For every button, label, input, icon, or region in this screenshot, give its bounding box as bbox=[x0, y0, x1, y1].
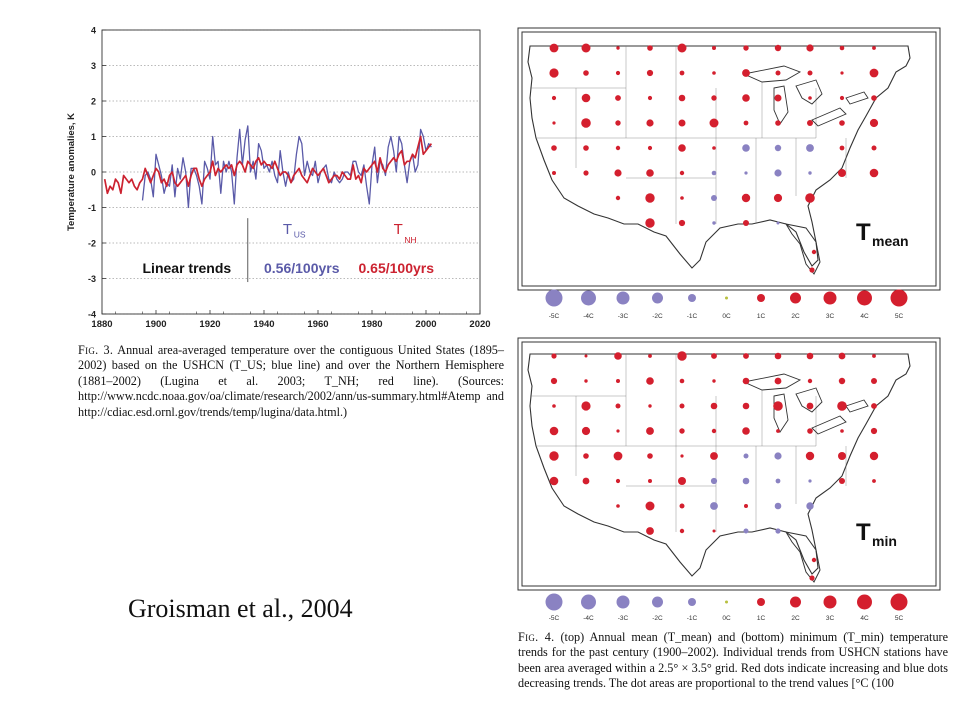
legend-dot-label: 0C bbox=[722, 615, 731, 622]
legend-dot bbox=[652, 293, 663, 304]
trend-dot bbox=[583, 145, 589, 151]
trend-dot bbox=[809, 575, 814, 580]
legend-dot bbox=[857, 291, 872, 306]
trend-dot bbox=[616, 404, 621, 409]
trend-dot bbox=[743, 45, 748, 50]
trend-dot bbox=[870, 452, 878, 460]
trend-dot bbox=[646, 377, 654, 385]
trend-dot bbox=[839, 378, 845, 384]
legend-dot-label: 3C bbox=[825, 615, 835, 622]
legend-dot-label: -4C bbox=[583, 313, 594, 320]
trend-dot bbox=[743, 403, 750, 410]
trend-dot bbox=[775, 45, 781, 51]
trend-dot bbox=[550, 427, 559, 436]
trend-dot bbox=[616, 71, 620, 75]
trend-dot bbox=[807, 428, 813, 434]
trend-dot bbox=[871, 403, 877, 409]
trend-dot bbox=[744, 171, 747, 174]
x-tick-label: 1960 bbox=[307, 319, 329, 330]
trend-dot bbox=[614, 169, 621, 176]
trend-dot bbox=[585, 355, 588, 358]
legend-dot-label: -3C bbox=[617, 615, 629, 622]
map-outer-frame bbox=[518, 28, 940, 290]
legend-dot-label: -1C bbox=[686, 615, 698, 622]
y-tick-label: 2 bbox=[90, 96, 96, 107]
legend-dot bbox=[891, 290, 908, 307]
trend-dot bbox=[776, 429, 780, 433]
trend-dot bbox=[743, 220, 749, 226]
x-tick-label: 1920 bbox=[199, 319, 221, 330]
trend-dot bbox=[775, 353, 782, 360]
trend-dot bbox=[840, 146, 845, 151]
y-tick-label: 0 bbox=[90, 167, 96, 178]
map-tmean-legend bbox=[516, 286, 942, 330]
legend-dot-label: 2C bbox=[791, 615, 800, 622]
trend-dot bbox=[583, 70, 589, 76]
trend-dot bbox=[614, 452, 623, 461]
trend-dot bbox=[550, 44, 559, 53]
trend-dot bbox=[775, 95, 782, 102]
y-tick-label: 3 bbox=[90, 61, 96, 71]
trend-dot bbox=[742, 144, 750, 152]
trend-dot bbox=[582, 427, 590, 435]
trend-dot bbox=[871, 95, 877, 101]
fig3-caption bbox=[78, 343, 504, 420]
fig4-caption-lead: Fig. 4. bbox=[518, 630, 555, 644]
trend-dot bbox=[808, 71, 813, 76]
legend-us-symbol: T bbox=[282, 221, 293, 239]
trend-dot bbox=[838, 452, 846, 460]
trend-dot bbox=[646, 169, 654, 177]
map-outer-frame bbox=[518, 338, 940, 590]
trend-dot bbox=[777, 222, 780, 225]
trend-dot bbox=[550, 477, 559, 486]
trend-dot bbox=[712, 429, 716, 433]
trend-dot bbox=[743, 353, 749, 359]
trend-dot bbox=[805, 193, 815, 203]
x-tick-label: 1980 bbox=[361, 319, 383, 330]
legend-dot bbox=[725, 601, 728, 604]
map-title: T bbox=[856, 519, 871, 546]
trend-dot bbox=[678, 144, 686, 152]
trend-dot bbox=[549, 451, 558, 460]
trend-dot bbox=[840, 429, 844, 433]
trend-dot bbox=[775, 378, 782, 385]
trend-dot bbox=[839, 353, 846, 360]
trend-dot bbox=[647, 45, 653, 51]
trend-dot bbox=[871, 378, 877, 384]
legend-dot bbox=[725, 297, 728, 300]
trend-dot bbox=[743, 378, 750, 385]
trend-dot bbox=[774, 169, 781, 176]
legend-dot bbox=[617, 292, 630, 305]
trend-dot bbox=[775, 120, 781, 126]
trend-dot bbox=[872, 146, 877, 151]
legend-dot bbox=[652, 597, 663, 608]
trend-dot bbox=[870, 69, 879, 78]
y-tick-label: -4 bbox=[87, 309, 96, 320]
legend-dot bbox=[617, 596, 630, 609]
legend-dot bbox=[581, 291, 596, 306]
trend-dot bbox=[806, 452, 814, 460]
trend-dot bbox=[775, 503, 782, 510]
trend-dot bbox=[711, 403, 718, 410]
legend-dot-label: 1C bbox=[756, 615, 766, 622]
trend-dot bbox=[552, 96, 556, 100]
fig3-caption-text: Annual area-averaged temperature over the contiguous United States (1895–2002) based on the USHCN (T_US; blue line) and over the Northern Hemisphere (1881–2002) (Lugina et al. 2003; T_NH; red line). (Sources: http://www.ncdc.noaa.gov/oa/climate/research/2002/ann/us-summary.html#Atemp and http://cdiac.esd.ornl.gov/trends/temp/lugina/data.html.) bbox=[78, 343, 504, 419]
trend-dot bbox=[584, 379, 587, 382]
y-tick-label: -3 bbox=[87, 274, 96, 284]
trend-dot bbox=[616, 504, 620, 508]
trend-dot bbox=[773, 401, 783, 411]
legend-dot-label: 4C bbox=[860, 313, 869, 320]
trend-dot bbox=[645, 218, 654, 227]
trend-dot bbox=[616, 46, 619, 49]
trend-dot bbox=[549, 68, 558, 77]
trend-dot bbox=[616, 196, 620, 200]
trend-dot bbox=[680, 71, 685, 76]
legend-dot bbox=[790, 293, 801, 304]
legend-dot bbox=[581, 595, 596, 610]
trend-dot bbox=[806, 44, 813, 51]
trend-dot bbox=[744, 529, 749, 534]
trend-dot bbox=[742, 427, 750, 435]
trend-dot bbox=[582, 94, 591, 103]
trend-dot bbox=[679, 95, 686, 102]
trend-dot bbox=[743, 478, 750, 485]
trend-dot bbox=[615, 120, 620, 125]
trend-dot bbox=[870, 119, 878, 127]
trend-dot bbox=[581, 118, 591, 128]
trend-dot bbox=[812, 250, 816, 254]
trend-dot bbox=[839, 120, 845, 126]
legend-dot-label: -4C bbox=[583, 615, 594, 622]
legend-dot bbox=[857, 595, 872, 610]
legend-dot bbox=[546, 290, 563, 307]
x-tick-label: 1900 bbox=[145, 319, 167, 330]
trend-dot bbox=[616, 429, 619, 432]
temperature-anomaly-chart bbox=[60, 20, 500, 336]
trend-dot bbox=[680, 454, 683, 457]
map-tmin bbox=[516, 336, 942, 592]
trend-dot bbox=[646, 502, 655, 511]
legend-dot-label: -1C bbox=[686, 313, 698, 320]
trend-dot bbox=[678, 44, 687, 53]
trend-dot bbox=[713, 530, 716, 533]
trend-dot bbox=[807, 403, 814, 410]
fig4-caption-text: (top) Annual mean (T_mean) and (bottom) minimum (T_min) temperature trends for the past century (1900–2002). Individual trends from USHCN stations have been area averaged within a 2.5° × 3.5° grid. Red dots indicate increasing and blue dots decreasing trends. The dot areas are proportional to the trend values [°C (100 bbox=[518, 630, 948, 691]
trend-dot bbox=[710, 502, 718, 510]
legend-trend-title: Linear trends bbox=[142, 260, 232, 277]
trend-dot bbox=[744, 504, 748, 508]
legend-dot-label: -3C bbox=[617, 313, 629, 320]
trend-dot bbox=[742, 194, 750, 202]
trend-dot bbox=[551, 378, 557, 384]
legend-dot bbox=[546, 594, 563, 611]
trend-dot bbox=[774, 194, 782, 202]
trend-dot bbox=[808, 171, 811, 174]
trend-dot bbox=[712, 146, 716, 150]
trend-dot bbox=[806, 502, 813, 509]
fig4-caption bbox=[518, 630, 948, 720]
trend-dot bbox=[711, 353, 717, 359]
trend-dot bbox=[680, 171, 684, 175]
map-title-subscript: min bbox=[872, 533, 897, 549]
trend-dot bbox=[711, 478, 717, 484]
trend-dot bbox=[742, 94, 750, 102]
trend-dot bbox=[678, 477, 686, 485]
trend-dot bbox=[582, 44, 591, 53]
trend-dot bbox=[870, 169, 879, 178]
legend-dot-label: 2C bbox=[791, 313, 800, 320]
trend-dot bbox=[809, 267, 814, 272]
trend-dot bbox=[712, 71, 716, 75]
trend-dot bbox=[744, 454, 749, 459]
trend-dot bbox=[646, 527, 654, 535]
x-tick-label: 2000 bbox=[415, 319, 437, 330]
trend-dot bbox=[614, 352, 622, 360]
legend-dot-label: 1C bbox=[756, 313, 766, 320]
trend-dot bbox=[742, 69, 750, 77]
legend-us-subscript: US bbox=[293, 229, 306, 240]
legend-dot bbox=[790, 597, 801, 608]
trend-dot bbox=[712, 221, 715, 224]
trend-dot bbox=[712, 379, 715, 382]
trend-dot bbox=[648, 354, 652, 358]
trend-dot bbox=[744, 121, 749, 126]
trend-dot bbox=[806, 144, 814, 152]
trend-dot bbox=[583, 478, 590, 485]
legend-nh-subscript: NH bbox=[404, 235, 417, 245]
trend-dot bbox=[872, 479, 876, 483]
trend-dot bbox=[616, 379, 620, 383]
trend-dot bbox=[680, 196, 684, 200]
y-tick-label: -2 bbox=[87, 238, 96, 249]
legend-dot-label: 0C bbox=[722, 313, 731, 320]
trend-dot bbox=[712, 171, 717, 176]
trend-dot bbox=[679, 120, 686, 127]
trend-dot bbox=[837, 401, 847, 411]
trend-dot bbox=[711, 95, 716, 100]
trend-dot bbox=[583, 453, 589, 459]
legend-nh-trend: 0.65/100yrs bbox=[358, 260, 435, 277]
trend-dot bbox=[552, 171, 556, 175]
trend-dot bbox=[648, 404, 651, 407]
trend-dot bbox=[840, 46, 845, 51]
trend-dot bbox=[552, 404, 556, 408]
trend-dot bbox=[680, 529, 684, 533]
trend-dot bbox=[679, 428, 684, 433]
trend-dot bbox=[647, 70, 653, 76]
trend-dot bbox=[840, 96, 844, 100]
trend-dot bbox=[808, 96, 812, 100]
legend-dot bbox=[891, 594, 908, 611]
trend-dot bbox=[808, 379, 812, 383]
legend-dot bbox=[824, 596, 837, 609]
trend-dot bbox=[679, 220, 685, 226]
legend-dot bbox=[824, 292, 837, 305]
trend-dot bbox=[776, 71, 781, 76]
y-tick-label: 1 bbox=[90, 132, 96, 142]
trend-dot bbox=[775, 145, 781, 151]
trend-dot bbox=[712, 46, 716, 50]
trend-dot bbox=[552, 121, 555, 124]
trend-dot bbox=[775, 528, 780, 533]
trend-dot bbox=[581, 401, 590, 410]
legend-dot-label: -2C bbox=[652, 615, 663, 622]
trend-dot bbox=[710, 452, 718, 460]
x-tick-label: 1880 bbox=[91, 319, 113, 330]
trend-dot bbox=[838, 169, 846, 177]
fig3-caption-lead: Fig. 3. bbox=[78, 343, 114, 357]
trend-dot bbox=[711, 195, 717, 201]
y-axis-label: Temperature anomalies, K bbox=[66, 112, 77, 232]
trend-dot bbox=[616, 479, 620, 483]
trend-dot bbox=[680, 404, 685, 409]
trend-dot bbox=[680, 504, 685, 509]
trend-dot bbox=[774, 452, 781, 459]
trend-dot bbox=[551, 353, 556, 358]
legend-dot bbox=[757, 294, 765, 302]
legend-dot-label: 3C bbox=[825, 313, 835, 320]
trend-dot bbox=[839, 478, 845, 484]
trend-dot bbox=[647, 453, 653, 459]
trend-dot bbox=[680, 379, 685, 384]
trend-dot bbox=[646, 119, 653, 126]
trend-dot bbox=[648, 96, 652, 100]
trend-dot bbox=[615, 95, 621, 101]
legend-dot-label: -5C bbox=[548, 313, 560, 320]
legend-dot-label: 4C bbox=[860, 615, 869, 622]
trend-dot bbox=[616, 146, 620, 150]
trend-dot bbox=[677, 351, 686, 360]
trend-dot bbox=[648, 146, 652, 150]
trend-dot bbox=[710, 119, 719, 128]
legend-dot-label: 5C bbox=[894, 313, 904, 320]
citation: Groisman et al., 2004 bbox=[128, 594, 353, 623]
trend-dot bbox=[645, 193, 654, 202]
trend-dot bbox=[776, 479, 781, 484]
legend-dot-label: 5C bbox=[894, 615, 904, 622]
trend-dot bbox=[871, 428, 877, 434]
legend-us-trend: 0.56/100yrs bbox=[264, 260, 340, 277]
trend-dot bbox=[808, 479, 811, 482]
trend-dot bbox=[872, 46, 876, 50]
trend-dot bbox=[872, 354, 876, 358]
legend-nh-symbol: T bbox=[393, 221, 403, 239]
trend-dot bbox=[807, 120, 813, 126]
trend-dot bbox=[583, 170, 588, 175]
trend-dot bbox=[551, 145, 557, 151]
legend-dot bbox=[757, 598, 765, 606]
y-tick-label: -1 bbox=[87, 203, 96, 213]
map-tmean bbox=[516, 26, 942, 292]
x-tick-label: 1940 bbox=[253, 319, 275, 330]
trend-dot bbox=[648, 479, 652, 483]
trend-dot bbox=[646, 427, 654, 435]
trend-dot bbox=[840, 71, 843, 74]
trend-dot bbox=[807, 353, 814, 360]
legend-dot-label: -5C bbox=[548, 615, 560, 622]
map-title-subscript: mean bbox=[872, 233, 909, 249]
x-tick-label: 2020 bbox=[469, 319, 491, 330]
legend-dot bbox=[688, 294, 696, 302]
y-tick-label: 4 bbox=[90, 25, 96, 36]
trend-dot bbox=[812, 558, 816, 562]
map-tmin-legend bbox=[516, 590, 942, 628]
legend-dot-label: -2C bbox=[652, 313, 663, 320]
legend-dot bbox=[688, 598, 696, 606]
map-title: T bbox=[856, 219, 871, 246]
